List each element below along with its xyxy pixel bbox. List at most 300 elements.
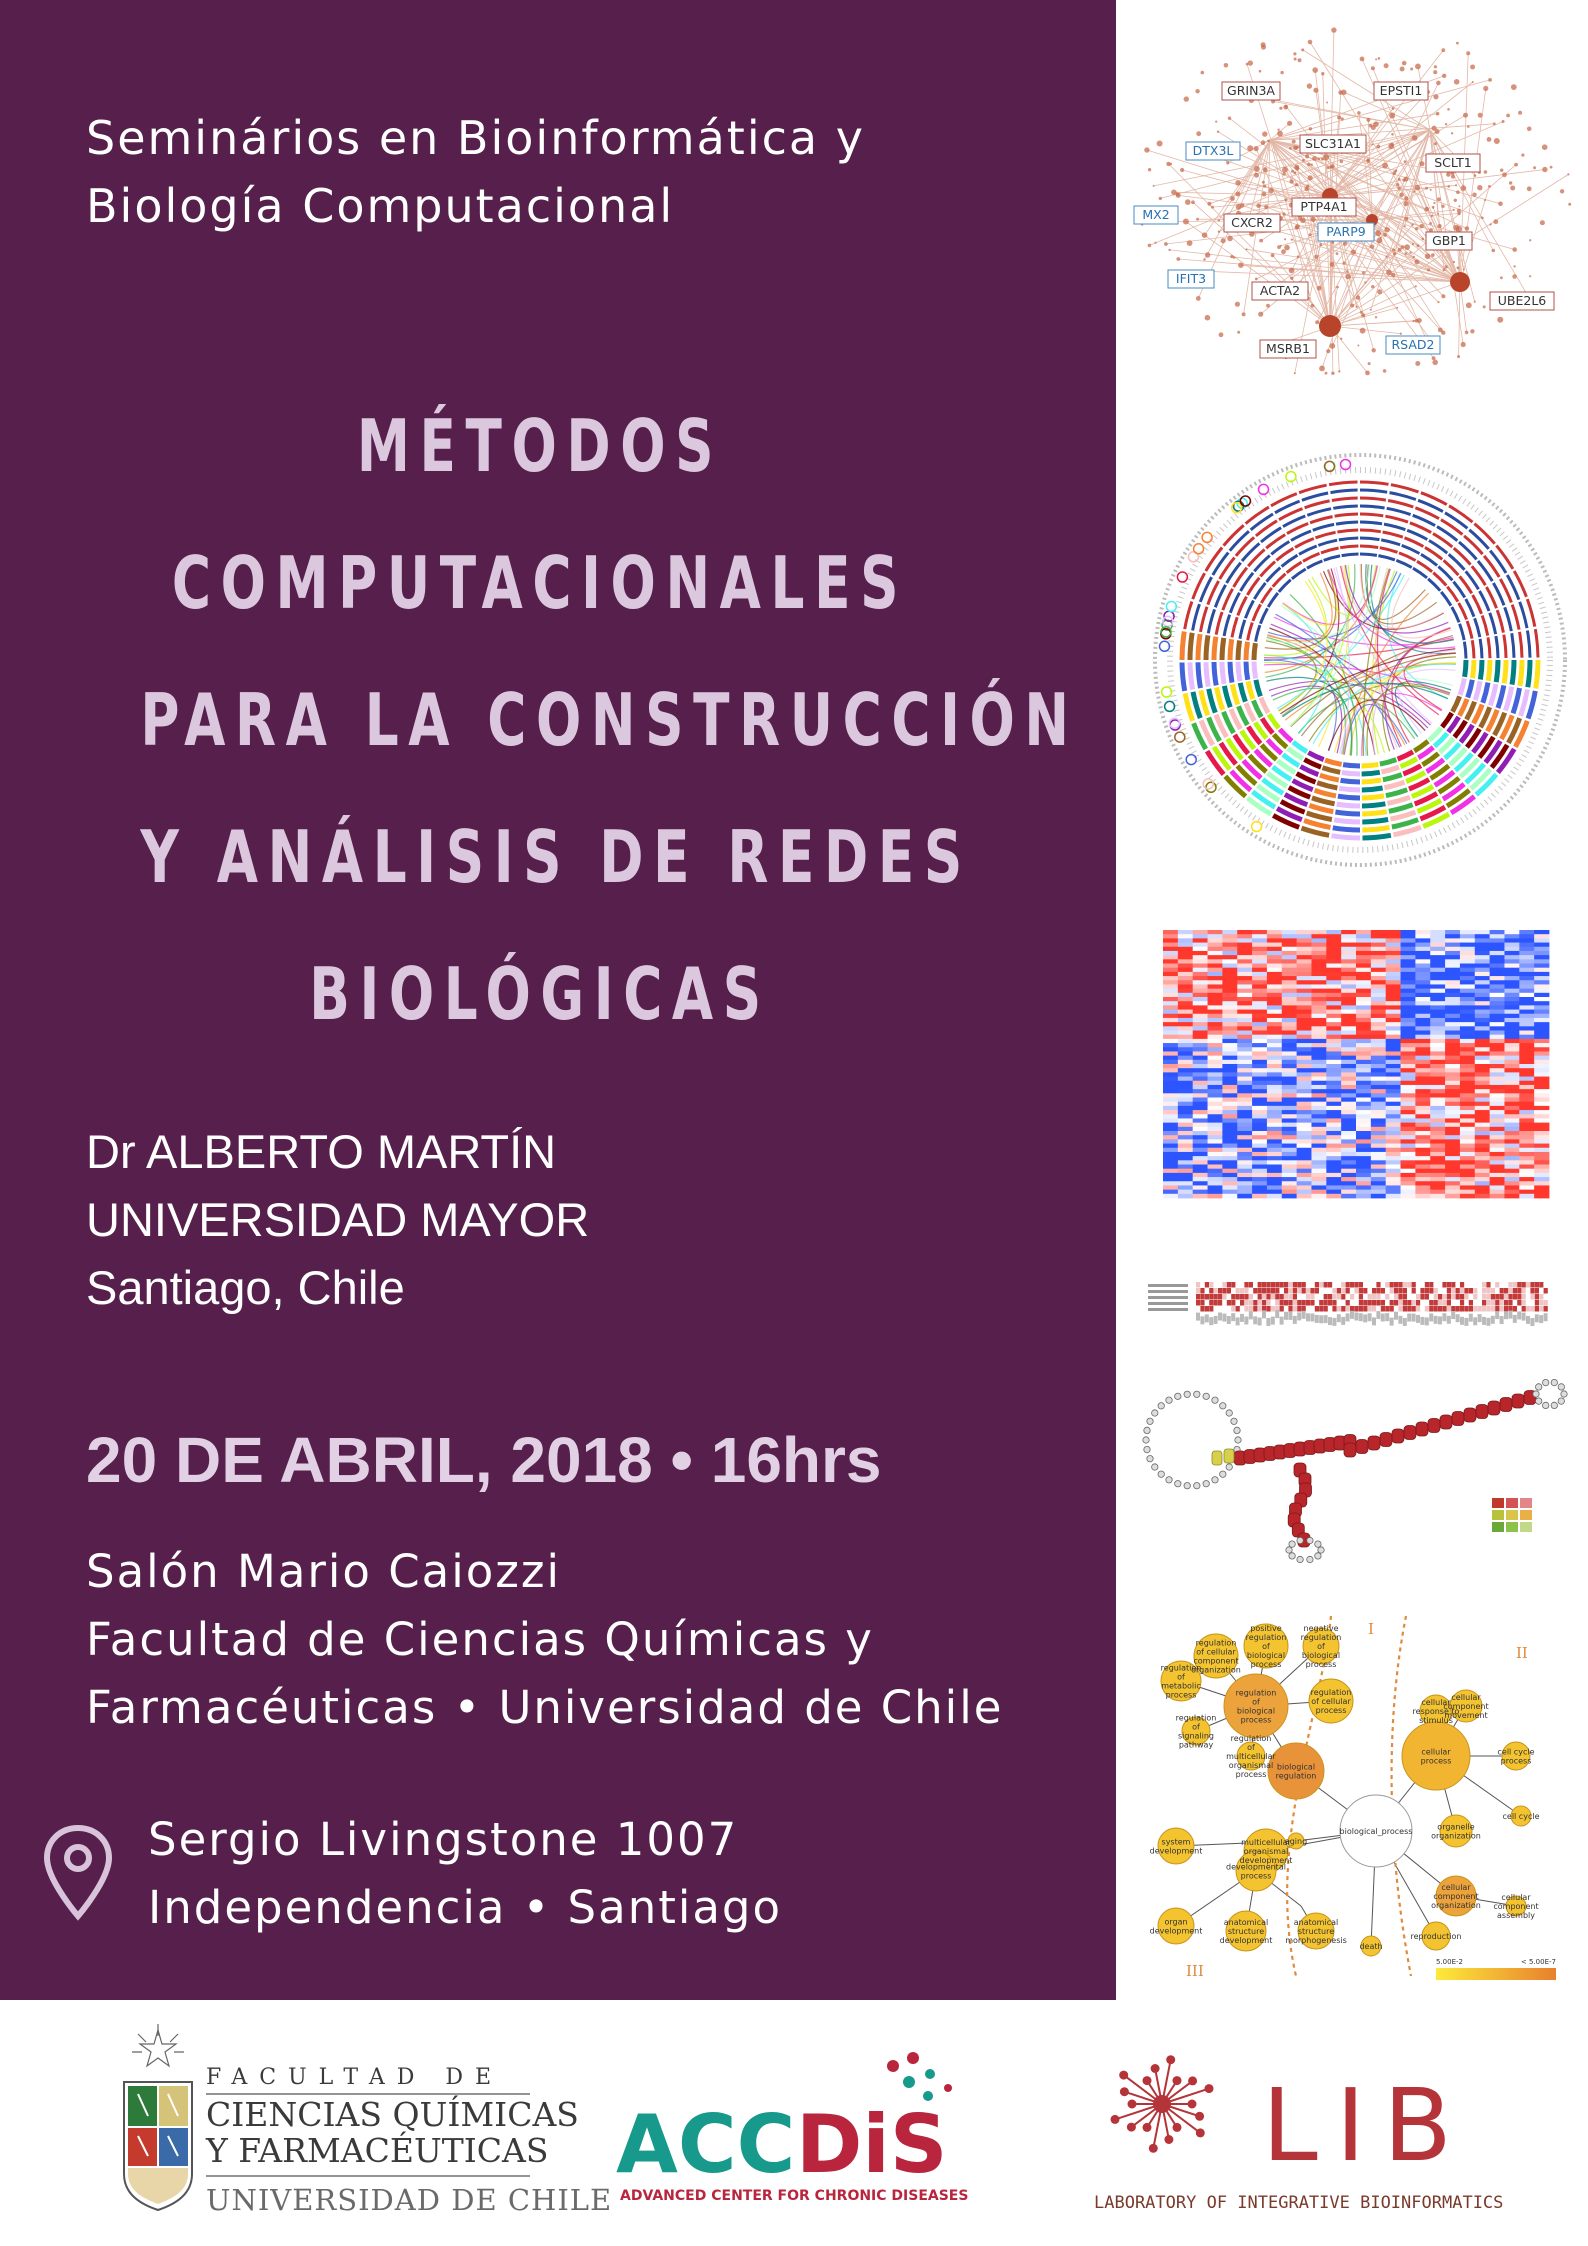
network-node <box>1513 265 1515 267</box>
network-label <box>1426 154 1480 172</box>
heatmap-cell <box>1445 1093 1460 1098</box>
heatmap-cell <box>1311 1081 1326 1086</box>
svg-text:DTX3L: DTX3L <box>1192 143 1234 158</box>
heatmap-cell <box>1208 1152 1223 1157</box>
circos-segment <box>1256 625 1260 642</box>
network-node <box>1417 244 1420 247</box>
network-node <box>1361 313 1365 317</box>
alignment-cell <box>1306 1306 1310 1312</box>
heatmap-cell <box>1311 1010 1326 1015</box>
network-node <box>1282 212 1285 215</box>
heatmap-cell <box>1460 1010 1475 1015</box>
heatmap-cell <box>1386 1014 1401 1019</box>
heatmap-cell <box>1504 955 1519 960</box>
alignment-bar <box>1535 1314 1539 1322</box>
heatmap-cell <box>1371 1068 1386 1073</box>
network-node <box>1240 203 1244 207</box>
go-color-scale <box>1436 1968 1556 1980</box>
heatmap-cell <box>1490 1018 1505 1023</box>
circos-segment <box>1360 538 1380 540</box>
network-node <box>1340 338 1342 340</box>
alignment-cell <box>1539 1294 1543 1300</box>
network-node <box>1377 289 1382 294</box>
alignment-bar <box>1482 1317 1486 1325</box>
heatmap-cell <box>1415 1056 1430 1061</box>
heatmap-cell <box>1222 1152 1237 1157</box>
heatmap-cell <box>1371 1114 1386 1119</box>
alignment-cell <box>1478 1300 1482 1306</box>
heatmap-cell <box>1208 1043 1223 1048</box>
heatmap-cell <box>1356 1031 1371 1036</box>
heatmap-cell <box>1178 1185 1193 1190</box>
alignment-cell <box>1337 1282 1341 1288</box>
alignment-cell <box>1319 1294 1323 1300</box>
network-node <box>1481 217 1484 220</box>
network-node <box>1255 278 1258 281</box>
heatmap-cell <box>1534 1093 1549 1098</box>
alignment-cell <box>1407 1300 1411 1306</box>
heatmap-cell <box>1445 1131 1460 1136</box>
alignment-cell <box>1447 1282 1451 1288</box>
alignment-cell <box>1346 1282 1350 1288</box>
alignment-cell <box>1447 1300 1451 1306</box>
circos-segment <box>1528 660 1530 687</box>
heatmap-cell <box>1193 976 1208 981</box>
go-term-label: organ <box>1164 1917 1188 1927</box>
heatmap-cell <box>1282 1060 1297 1065</box>
heatmap-cell <box>1475 1035 1490 1040</box>
alignment-cell <box>1398 1306 1402 1312</box>
heatmap-cell <box>1297 1060 1312 1065</box>
network-node <box>1457 355 1460 358</box>
heatmap-cell <box>1282 1106 1297 1111</box>
heatmap-cell <box>1252 1106 1267 1111</box>
lib-network-node <box>1111 2115 1120 2124</box>
heatmap-cell <box>1267 951 1282 956</box>
heatmap-cell <box>1475 959 1490 964</box>
rna-base-pair <box>1212 1451 1222 1465</box>
alignment-cell <box>1359 1300 1363 1306</box>
heatmap-cell <box>1222 1181 1237 1186</box>
go-term-label: aging <box>1284 1837 1308 1846</box>
heatmap-cell <box>1163 1131 1178 1136</box>
circos-segment <box>1292 569 1306 579</box>
heatmap-cell <box>1222 959 1237 964</box>
heatmap-cell <box>1504 1022 1519 1027</box>
network-node <box>1312 156 1317 161</box>
alignment-cell <box>1372 1300 1376 1306</box>
heatmap-cell <box>1163 1123 1178 1128</box>
network-node <box>1433 202 1435 204</box>
go-term-label: process <box>1305 1660 1337 1669</box>
heatmap-cell <box>1178 1114 1193 1119</box>
heatmap-cell <box>1311 1102 1326 1107</box>
heatmap-cell <box>1401 1056 1416 1061</box>
heatmap-cell <box>1178 1123 1193 1128</box>
network-node <box>1529 239 1531 241</box>
heatmap-cell <box>1282 1148 1297 1153</box>
heatmap-cell <box>1297 1001 1312 1006</box>
heatmap-cell <box>1311 1089 1326 1094</box>
heatmap-cell <box>1163 1160 1178 1165</box>
rna-base <box>1158 1471 1164 1477</box>
heatmap-cell <box>1519 1114 1534 1119</box>
go-region-label: III <box>1186 1962 1204 1980</box>
circos-segment <box>1521 690 1528 716</box>
circos-segment <box>1460 624 1465 640</box>
heatmap-cell <box>1341 972 1356 977</box>
alignment-cell <box>1346 1306 1350 1312</box>
alignment-cell <box>1258 1282 1262 1288</box>
venue-block <box>86 1538 1003 1742</box>
rna-base <box>1212 1477 1218 1483</box>
heatmap-cell <box>1490 1035 1505 1040</box>
heatmap-cell <box>1460 1018 1475 1023</box>
network-node <box>1283 172 1286 175</box>
network-node <box>1470 65 1475 70</box>
venue-line: Farmacéuticas • Universidad de Chile <box>86 1681 1004 1734</box>
heatmap-cell <box>1341 943 1356 948</box>
alignment-cell <box>1266 1300 1270 1306</box>
heatmap-cell <box>1490 1026 1505 1031</box>
heatmap-cell <box>1178 984 1193 989</box>
heatmap-cell <box>1267 1114 1282 1119</box>
heatmap-image <box>1163 930 1549 1198</box>
network-node <box>1196 131 1201 136</box>
heatmap-cell <box>1297 1123 1312 1128</box>
alignment-cell <box>1319 1306 1323 1312</box>
heatmap-cell <box>1490 989 1505 994</box>
alignment-bar <box>1359 1313 1363 1321</box>
heatmap-cell <box>1519 955 1534 960</box>
alignment-bar <box>1526 1316 1530 1324</box>
heatmap-cell <box>1297 964 1312 969</box>
go-term-label: development <box>1239 1856 1293 1865</box>
heatmap-cell <box>1356 1022 1371 1027</box>
heatmap-cell <box>1311 1022 1326 1027</box>
heatmap-cell <box>1341 1118 1356 1123</box>
network-node <box>1256 203 1261 208</box>
alignment-cell <box>1346 1294 1350 1300</box>
heatmap-cell <box>1386 1005 1401 1010</box>
alignment-cell <box>1271 1294 1275 1300</box>
heatmap-cell <box>1371 968 1386 973</box>
alignment-cell <box>1218 1282 1222 1288</box>
heatmap-cell <box>1386 930 1401 935</box>
circos-segment <box>1513 688 1520 713</box>
heatmap-cell <box>1282 968 1297 973</box>
heatmap-cell <box>1282 947 1297 952</box>
heatmap-cell <box>1386 951 1401 956</box>
alignment-row-label <box>1148 1284 1188 1287</box>
heatmap-cell <box>1415 1093 1430 1098</box>
alignment-row-label <box>1148 1302 1188 1305</box>
heatmap-cell <box>1237 1093 1252 1098</box>
heatmap-cell <box>1326 947 1341 952</box>
alignment-cell <box>1231 1282 1235 1288</box>
alignment-cell <box>1526 1300 1530 1306</box>
alignment-cell <box>1354 1294 1358 1300</box>
alignment-cell <box>1420 1300 1424 1306</box>
network-node <box>1472 81 1474 83</box>
heatmap-cell <box>1163 938 1178 943</box>
network-node <box>1435 129 1440 134</box>
alignment-cell <box>1412 1288 1416 1294</box>
heatmap-cell <box>1460 951 1475 956</box>
heatmap-cell <box>1386 1131 1401 1136</box>
alignment-bar <box>1544 1313 1548 1321</box>
network-node <box>1412 224 1414 226</box>
heatmap-cell <box>1401 1077 1416 1082</box>
heatmap-cell <box>1430 984 1445 989</box>
go-term-label: cellular <box>1421 1747 1451 1757</box>
heatmap-cell <box>1445 1047 1460 1052</box>
heatmap-cell <box>1222 1139 1237 1144</box>
network-node <box>1304 187 1308 191</box>
heatmap-cell <box>1415 1110 1430 1115</box>
heatmap-cell <box>1401 1014 1416 1019</box>
alignment-cell <box>1359 1306 1363 1312</box>
network-node <box>1356 295 1361 300</box>
heatmap-cell <box>1341 997 1356 1002</box>
heatmap-cell <box>1504 1194 1519 1199</box>
heatmap-cell <box>1193 1035 1208 1040</box>
heatmap-cell <box>1252 1047 1267 1052</box>
heatmap-cell <box>1490 1160 1505 1165</box>
network-node <box>1237 331 1240 334</box>
alignment-bar <box>1227 1316 1231 1324</box>
network-node <box>1441 48 1445 52</box>
alignment-bar <box>1425 1317 1429 1325</box>
alignment-cell <box>1451 1288 1455 1294</box>
heatmap-cell <box>1519 1118 1534 1123</box>
heatmap-cell <box>1534 1123 1549 1128</box>
heatmap-cell <box>1475 1022 1490 1027</box>
heatmap-cell <box>1475 1001 1490 1006</box>
network-node <box>1228 117 1231 120</box>
heatmap-cell <box>1445 1144 1460 1149</box>
heatmap-cell <box>1282 955 1297 960</box>
heatmap-cell <box>1237 1177 1252 1182</box>
alignment-bar <box>1447 1316 1451 1324</box>
heatmap-cell <box>1252 1005 1267 1010</box>
go-term-label: process <box>1500 1756 1532 1766</box>
heatmap-cell <box>1401 964 1416 969</box>
rna-base-pair <box>1488 1401 1500 1415</box>
heatmap-cell <box>1252 997 1267 1002</box>
heatmap-cell <box>1386 1043 1401 1048</box>
heatmap-cell <box>1504 1039 1519 1044</box>
heatmap-cell <box>1326 1047 1341 1052</box>
heatmap-cell <box>1401 1118 1416 1123</box>
go-term-label: organization <box>1431 1901 1481 1910</box>
heatmap-cell <box>1237 993 1252 998</box>
heatmap-cell <box>1311 1098 1326 1103</box>
heatmap-cell <box>1430 1123 1445 1128</box>
lib-network-node <box>1188 2100 1197 2109</box>
heatmap-cell <box>1490 1051 1505 1056</box>
heatmap-cell <box>1208 959 1223 964</box>
heatmap-cell <box>1222 1177 1237 1182</box>
circos-segment <box>1428 579 1440 591</box>
heatmap-cell <box>1252 1060 1267 1065</box>
heatmap-cell <box>1460 1194 1475 1199</box>
heatmap-cell <box>1297 1131 1312 1136</box>
heatmap-cell <box>1193 1144 1208 1149</box>
heatmap-cell <box>1386 1110 1401 1115</box>
network-node <box>1443 268 1446 271</box>
heatmap-cell <box>1490 1135 1505 1140</box>
network-node <box>1383 369 1387 373</box>
network-node <box>1191 200 1195 204</box>
heatmap-cell <box>1208 964 1223 969</box>
heatmap-cell <box>1297 1106 1312 1111</box>
alignment-cell <box>1530 1294 1534 1300</box>
rna-base-pair <box>1476 1405 1488 1419</box>
heatmap-cell <box>1237 1114 1252 1119</box>
network-node <box>1385 256 1387 258</box>
heatmap-cell <box>1371 1123 1386 1128</box>
heatmap-cell <box>1356 1064 1371 1069</box>
alignment-bar <box>1368 1313 1372 1321</box>
alignment-cell <box>1513 1300 1517 1306</box>
circos-segment <box>1497 610 1503 633</box>
heatmap-cell <box>1460 1081 1475 1086</box>
heatmap-cell <box>1460 984 1475 989</box>
alignment-cell <box>1209 1294 1213 1300</box>
alignment-cell <box>1482 1288 1486 1294</box>
heatmap-cell <box>1208 1123 1223 1128</box>
heatmap-cell <box>1267 1173 1282 1178</box>
alignment-cell <box>1495 1294 1499 1300</box>
heatmap-cell <box>1401 1001 1416 1006</box>
alignment-cell <box>1517 1282 1521 1288</box>
heatmap-cell <box>1504 1081 1519 1086</box>
network-node <box>1201 71 1205 75</box>
rna-base <box>1184 1483 1190 1489</box>
heatmap-cell <box>1297 1064 1312 1069</box>
circos-segment <box>1472 640 1474 658</box>
address-block <box>148 1806 782 1942</box>
heatmap-cell <box>1490 976 1505 981</box>
alignment-bar <box>1315 1315 1319 1323</box>
heatmap-cell <box>1163 1031 1178 1036</box>
network-node <box>1542 167 1547 172</box>
heatmap-cell <box>1445 1148 1460 1153</box>
network-node <box>1434 142 1437 145</box>
heatmap-cell <box>1267 955 1282 960</box>
heatmap-cell <box>1356 1114 1371 1119</box>
heatmap-cell <box>1178 938 1193 943</box>
heatmap-cell <box>1386 1148 1401 1153</box>
circos-segment <box>1337 804 1360 806</box>
circos-segment <box>1414 741 1428 751</box>
alignment-cell <box>1328 1288 1332 1294</box>
network-node <box>1409 252 1411 254</box>
alignment-cell <box>1517 1300 1521 1306</box>
heatmap-cell <box>1252 1118 1267 1123</box>
circos-segment <box>1520 660 1522 686</box>
alignment-cell <box>1508 1288 1512 1294</box>
heatmap-cell <box>1178 1022 1193 1027</box>
network-node <box>1295 146 1298 149</box>
heatmap-cell <box>1460 968 1475 973</box>
heatmap-cell <box>1237 1031 1252 1036</box>
network-node <box>1431 253 1435 257</box>
heatmap-cell <box>1208 1031 1223 1036</box>
heatmap-cell <box>1430 972 1445 977</box>
circos-segment <box>1528 691 1535 719</box>
alignment-cell <box>1310 1282 1314 1288</box>
heatmap-cell <box>1430 930 1445 935</box>
circos-segment <box>1224 525 1244 545</box>
heatmap-cell <box>1460 1177 1475 1182</box>
heatmap-cell <box>1311 1123 1326 1128</box>
heatmap-cell <box>1371 955 1386 960</box>
alignment-bar <box>1363 1314 1367 1322</box>
heatmap-cell <box>1208 947 1223 952</box>
circos-marker <box>1175 732 1185 742</box>
network-node <box>1415 227 1418 230</box>
heatmap-cell <box>1282 1102 1297 1107</box>
heatmap-cell <box>1490 943 1505 948</box>
circos-segment <box>1360 482 1389 484</box>
heatmap-cell <box>1401 1060 1416 1065</box>
heatmap-cell <box>1282 1160 1297 1165</box>
alignment-cell <box>1302 1294 1306 1300</box>
heatmap-cell <box>1415 1123 1430 1128</box>
heatmap-cell <box>1208 1064 1223 1069</box>
heatmap-cell <box>1282 1005 1297 1010</box>
heatmap-cell <box>1475 1194 1490 1199</box>
alignment-bar <box>1438 1316 1442 1324</box>
heatmap-cell <box>1534 1005 1549 1010</box>
network-node <box>1451 175 1455 179</box>
heatmap-cell <box>1208 1139 1223 1144</box>
main-title <box>140 378 1079 1063</box>
heatmap-cell <box>1311 947 1326 952</box>
circos-segment <box>1224 686 1230 707</box>
heatmap-cell <box>1163 1169 1178 1174</box>
alignment-cell <box>1491 1294 1495 1300</box>
heatmap-cell <box>1430 1022 1445 1027</box>
heatmap-cell <box>1475 1110 1490 1115</box>
alignment-cell <box>1372 1288 1376 1294</box>
heatmap-cell <box>1519 993 1534 998</box>
heatmap-cell <box>1178 1060 1193 1065</box>
heatmap-cell <box>1445 1089 1460 1094</box>
alignment-cell <box>1478 1294 1482 1300</box>
heatmap-cell <box>1282 984 1297 989</box>
network-node <box>1465 331 1469 335</box>
heatmap-cell <box>1163 1165 1178 1170</box>
heatmap-cell <box>1267 1010 1282 1015</box>
heatmap-cell <box>1267 1135 1282 1140</box>
alignment-bar <box>1310 1314 1314 1322</box>
heatmap-cell <box>1252 1131 1267 1136</box>
heatmap-cell <box>1415 1051 1430 1056</box>
alignment-cell <box>1271 1306 1275 1312</box>
heatmap-cell <box>1252 1039 1267 1044</box>
rna-base <box>1175 1393 1181 1399</box>
heatmap-cell <box>1401 976 1416 981</box>
heatmap-cell <box>1460 1039 1475 1044</box>
heatmap-cell <box>1178 1035 1193 1040</box>
alignment-cell <box>1526 1288 1530 1294</box>
circos-segment <box>1441 592 1451 606</box>
heatmap-cell <box>1401 1156 1416 1161</box>
network-node <box>1494 138 1500 144</box>
